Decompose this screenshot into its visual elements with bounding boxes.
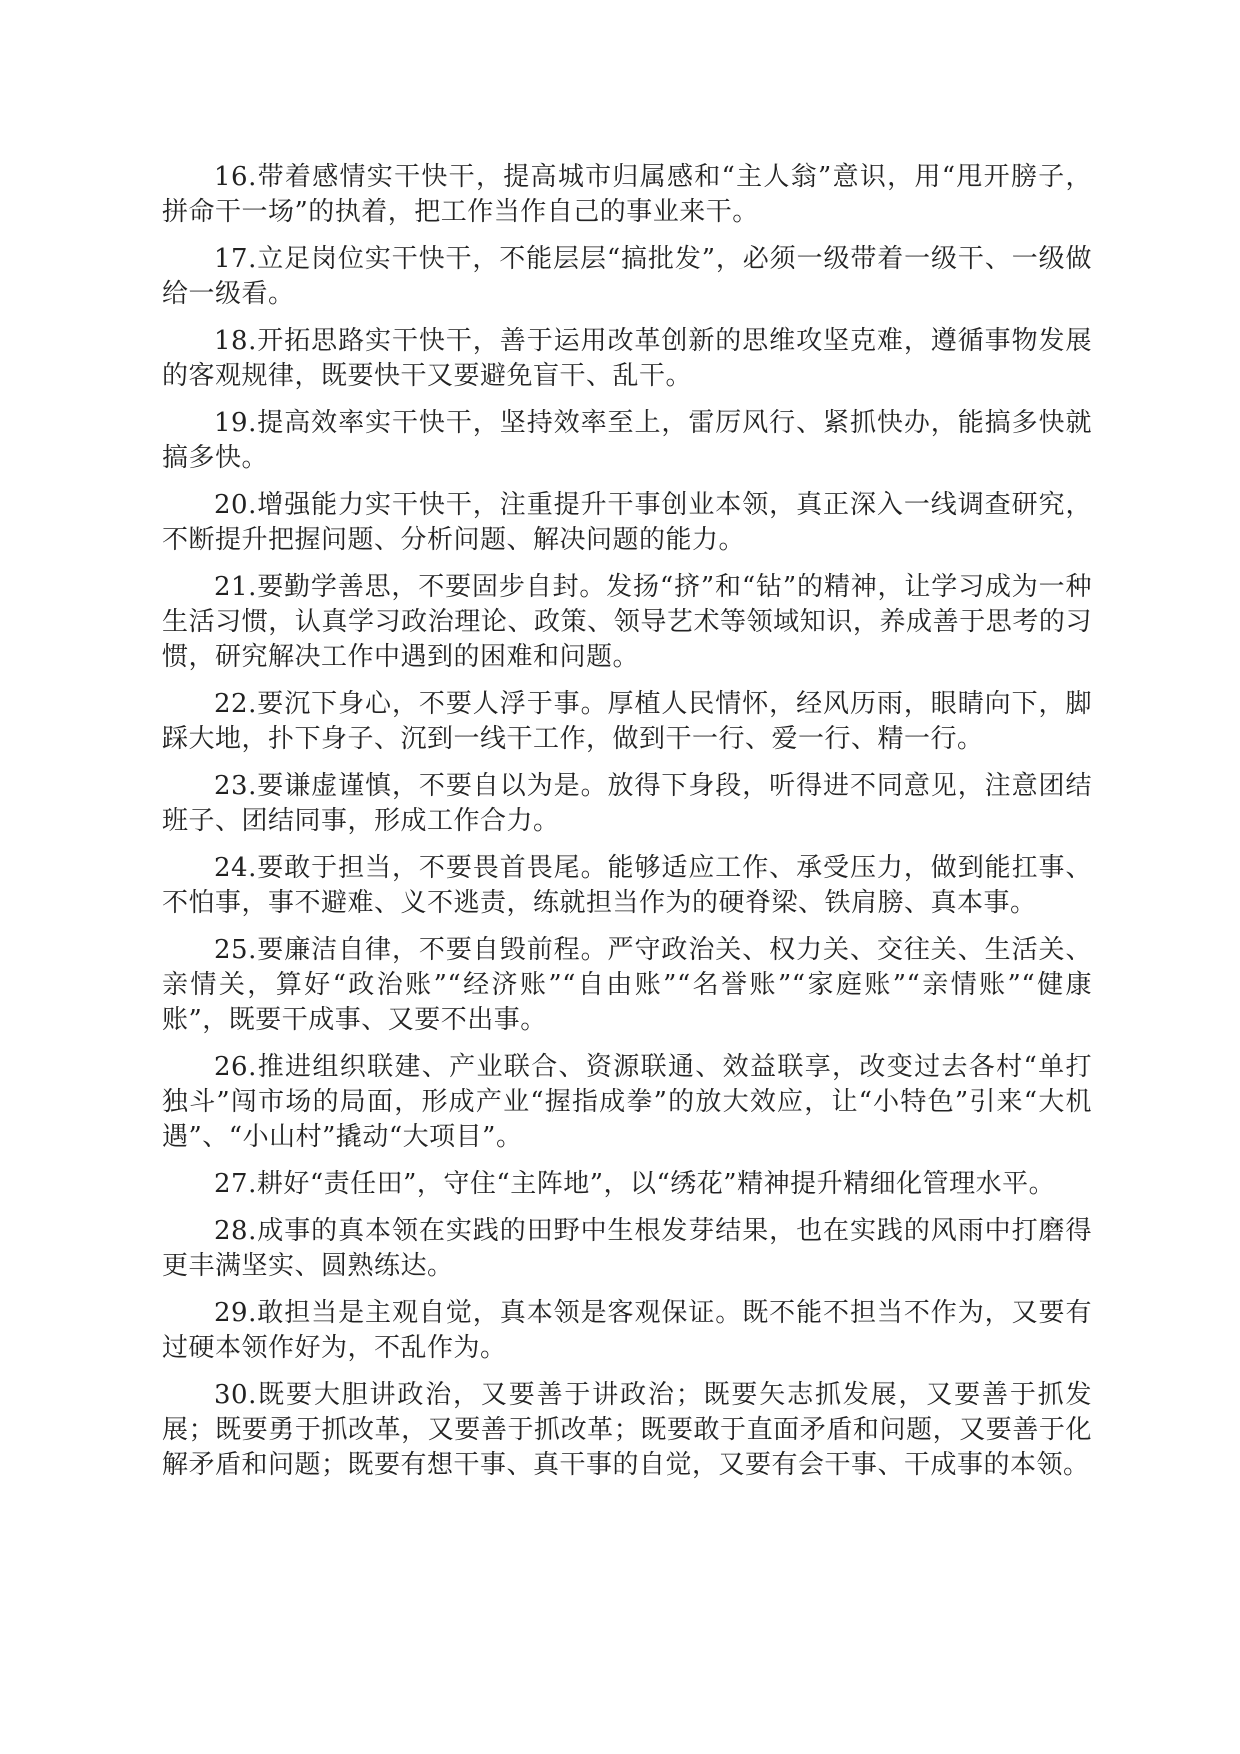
paragraph-21: 21.要勤学善思，不要固步自封。发扬“挤”和“钻”的精神，让学习成为一种生活习惯，认真学习政治理论、政策、领导艺术等领域知识，养成善于思考的习惯，研究解决工作中遇到的困难和问题。 — [162, 572, 1092, 672]
paragraph-28: 28.成事的真本领在实践的田野中生根发芽结果，也在实践的风雨中打磨得更丰满坚实、圆熟练达。 — [162, 1216, 1092, 1281]
document-body — [162, 160, 1092, 1495]
paragraph-25: 25.要廉洁自律，不要自毁前程。严守政治关、权力关、交往关、生活关、亲情关，算好“政治账”“经济账”“自由账”“名誉账”“家庭账”“亲情账”“健康账”，既要干成事、又要不出事。 — [162, 935, 1092, 1035]
paragraph-23: 23.要谦虚谨慎，不要自以为是。放得下身段，听得进不同意见，注意团结班子、团结同事，形成工作合力。 — [162, 771, 1092, 836]
paragraph-16: 16.带着感情实干快干，提高城市归属感和“主人翁”意识，用“甩开膀子，拼命干一场”的执着，把工作当作自己的事业来干。 — [162, 162, 1092, 227]
paragraph-20: 20.增强能力实干快干，注重提升干事创业本领，真正深入一线调查研究，不断提升把握问题、分析问题、解决问题的能力。 — [162, 490, 1092, 555]
paragraph-30: 30.既要大胆讲政治，又要善于讲政治；既要矢志抓发展，又要善于抓发展；既要勇于抓改革，又要善于抓改革；既要敢于直面矛盾和问题，又要善于化解矛盾和问题；既要有想干事、真干事的自觉，又要有会干事、干成事的本领。 — [162, 1380, 1092, 1480]
paragraph-24: 24.要敢于担当，不要畏首畏尾。能够适应工作、承受压力，做到能扛事、不怕事，事不避难、义不逃责，练就担当作为的硬脊梁、铁肩膀、真本事。 — [162, 853, 1092, 918]
paragraph-19: 19.提高效率实干快干，坚持效率至上，雷厉风行、紧抓快办，能搞多快就搞多快。 — [162, 408, 1092, 473]
paragraph-29: 29.敢担当是主观自觉，真本领是客观保证。既不能不担当不作为，又要有过硬本领作好为，不乱作为。 — [162, 1298, 1092, 1363]
paragraph-26: 26.推进组织联建、产业联合、资源联通、效益联享，改变过去各村“单打独斗”闯市场的局面，形成产业“握指成拳”的放大效应，让“小特色”引来“大机遇”、“小山村”撬动“大项目”。 — [162, 1052, 1092, 1152]
paragraph-18: 18.开拓思路实干快干，善于运用改革创新的思维攻坚克难，遵循事物发展的客观规律，既要快干又要避免盲干、乱干。 — [162, 326, 1092, 391]
paragraph-27: 27.耕好“责任田”，守住“主阵地”，以“绣花”精神提升精细化管理水平。 — [214, 1169, 1056, 1199]
paragraph-17: 17.立足岗位实干快干，不能层层“搞批发”，必须一级带着一级干、一级做给一级看。 — [162, 244, 1092, 309]
paragraph-22: 22.要沉下身心，不要人浮于事。厚植人民情怀，经风历雨，眼睛向下，脚踩大地，扑下身子、沉到一线干工作，做到干一行、爱一行、精一行。 — [162, 689, 1092, 754]
